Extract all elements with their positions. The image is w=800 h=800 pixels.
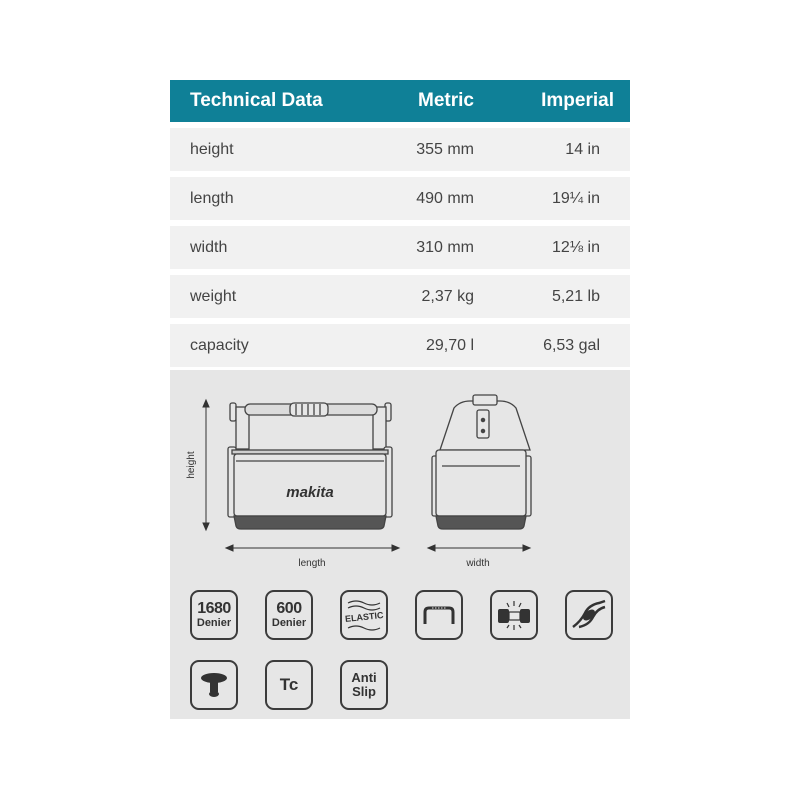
- width-label: width: [466, 558, 490, 569]
- denier-1680-number: 1680: [197, 600, 231, 617]
- row-imperial: 6,53 gal: [543, 337, 600, 354]
- table-row: [170, 128, 630, 171]
- bag-dimension-diagram: [170, 370, 630, 719]
- bag-side-view-icon: [432, 395, 531, 529]
- table-row: [170, 226, 630, 269]
- row-metric: 355 mm: [416, 141, 474, 158]
- row-imperial: 12⅛ in: [551, 239, 600, 256]
- bag-front-view-icon: [228, 403, 392, 529]
- header-technical-data: Technical Data: [190, 90, 323, 111]
- denier-600-badge: [265, 590, 313, 640]
- denier-600-unit: Denier: [271, 617, 307, 629]
- anti-slip-line1: Anti: [351, 670, 377, 685]
- row-metric: 2,37 kg: [421, 288, 474, 305]
- row-metric: 310 mm: [416, 239, 474, 256]
- width-arrow: [428, 545, 530, 551]
- rubber-foot-icon: [196, 668, 232, 702]
- row-metric: 29,70 l: [425, 337, 474, 354]
- row-label: length: [190, 190, 234, 207]
- elastic-label: ELASTIC: [344, 609, 384, 624]
- elastic-badge: [340, 590, 388, 640]
- brand-logo: makita: [286, 484, 334, 501]
- row-label: capacity: [190, 337, 249, 354]
- shoulder-strap-icon: [569, 597, 609, 633]
- anti-slip-badge: [340, 660, 388, 710]
- tc-label: Tc: [279, 675, 299, 694]
- row-label: width: [190, 239, 228, 256]
- height-arrow: [203, 400, 209, 530]
- table-row: [170, 177, 630, 220]
- row-imperial: 19¼ in: [551, 190, 600, 207]
- rubber-foot-badge: [190, 660, 238, 710]
- row-label: height: [190, 141, 234, 158]
- row-label: weight: [190, 288, 237, 305]
- table-header: [170, 80, 630, 122]
- tc-badge: [265, 660, 313, 710]
- shoulder-strap-badge: [565, 590, 613, 640]
- denier-600-number: 600: [276, 600, 302, 617]
- table-row: [170, 324, 630, 367]
- buckle-light-badge: [490, 590, 538, 640]
- row-imperial: 14 in: [565, 141, 600, 158]
- header-metric: Metric: [418, 90, 474, 111]
- height-label: height: [186, 451, 197, 479]
- header-imperial: Imperial: [541, 90, 614, 111]
- denier-1680-unit: Denier: [196, 617, 232, 629]
- table-row: [170, 275, 630, 318]
- row-metric: 490 mm: [416, 190, 474, 207]
- buckle-icon: [494, 599, 534, 631]
- row-imperial: 5,21 lb: [551, 288, 600, 305]
- length-arrow: [226, 545, 399, 551]
- denier-1680-badge: [190, 590, 238, 640]
- technical-data-table: [170, 80, 630, 367]
- length-label: length: [298, 558, 326, 569]
- product-diagram-panel: [170, 370, 630, 719]
- handle-icon: [419, 600, 459, 630]
- handle-badge: [415, 590, 463, 640]
- anti-slip-line2: Slip: [352, 684, 376, 699]
